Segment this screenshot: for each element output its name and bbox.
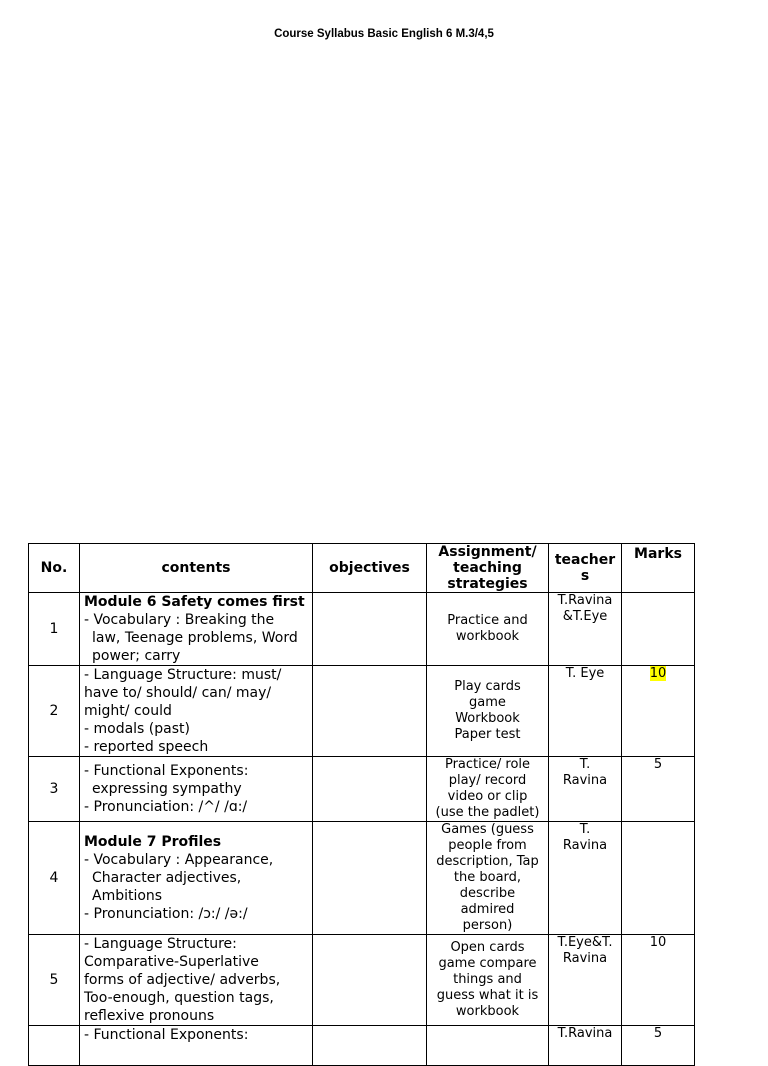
row-marks: 5 bbox=[622, 757, 695, 822]
assignment-line: video or clip bbox=[447, 789, 528, 804]
assignment-line: people from bbox=[448, 838, 527, 853]
contents-line: - Language Structure: must/ bbox=[84, 667, 282, 683]
assignment-line: the board, bbox=[453, 870, 522, 885]
row-number: 1 bbox=[29, 593, 80, 666]
row-marks bbox=[622, 593, 695, 666]
syllabus-table bbox=[28, 543, 695, 1066]
row-marks bbox=[622, 822, 695, 935]
row-number bbox=[29, 1026, 80, 1066]
row-marks: 10 bbox=[622, 935, 695, 1026]
assignment-line: Open cards bbox=[450, 940, 525, 955]
row-contents bbox=[80, 935, 313, 1026]
header-assignment-line: strategies bbox=[447, 576, 528, 592]
contents-line: Comparative-Superlative bbox=[84, 954, 259, 970]
table-row bbox=[29, 935, 695, 1026]
row-objectives bbox=[313, 935, 427, 1026]
contents-line: - Functional Exponents: bbox=[84, 763, 249, 779]
contents-line: law, Teenage problems, Word bbox=[92, 630, 298, 646]
marks-highlight: 10 bbox=[649, 666, 667, 681]
teacher-line: T. Eye bbox=[565, 666, 605, 681]
row-marks bbox=[622, 666, 695, 757]
table-row bbox=[29, 666, 695, 757]
row-teachers bbox=[549, 1026, 622, 1066]
assignment-line: workbook bbox=[455, 1004, 520, 1019]
teacher-line: Ravina bbox=[562, 838, 608, 853]
row-objectives bbox=[313, 666, 427, 757]
row-number: 4 bbox=[29, 822, 80, 935]
teacher-line: Ravina bbox=[562, 951, 608, 966]
assignment-line: game compare bbox=[438, 956, 537, 971]
assignment-line: Games (guess bbox=[441, 822, 534, 837]
table-row bbox=[29, 822, 695, 935]
header-marks: Marks bbox=[622, 544, 695, 593]
contents-line: Character adjectives, bbox=[92, 870, 242, 886]
assignment-line: description, Tap bbox=[436, 854, 539, 869]
contents-line: - reported speech bbox=[84, 739, 209, 755]
table-row bbox=[29, 593, 695, 666]
teacher-line: T.Ravina bbox=[557, 593, 613, 608]
contents-line: forms of adjective/ adverbs, bbox=[84, 972, 281, 988]
assignment-line: things and bbox=[453, 972, 522, 987]
assignment-line: Workbook bbox=[455, 711, 520, 726]
assignment-line: admired bbox=[460, 902, 515, 917]
assignment-line: guess what it is bbox=[436, 988, 539, 1003]
row-teachers bbox=[549, 593, 622, 666]
teacher-line: Ravina bbox=[562, 773, 608, 788]
row-number: 5 bbox=[29, 935, 80, 1026]
row-objectives bbox=[313, 593, 427, 666]
assignment-line: workbook bbox=[455, 629, 520, 644]
header-teachers-line: teacher bbox=[554, 552, 616, 568]
header-assignment bbox=[427, 544, 549, 593]
contents-line: - Language Structure: bbox=[84, 936, 237, 952]
row-teachers bbox=[549, 757, 622, 822]
row-objectives bbox=[313, 822, 427, 935]
contents-line: reflexive pronouns bbox=[84, 1008, 215, 1024]
teacher-line: T.Eye&T. bbox=[557, 935, 613, 950]
row-contents bbox=[80, 666, 313, 757]
contents-line: - Pronunciation: /^/ /ɑ:/ bbox=[84, 799, 248, 815]
row-assignment bbox=[427, 666, 549, 757]
row-objectives bbox=[313, 757, 427, 822]
row-marks: 5 bbox=[622, 1026, 695, 1066]
contents-line: - modals (past) bbox=[84, 721, 190, 737]
table-header-row bbox=[29, 544, 695, 593]
teacher-line: T. bbox=[579, 822, 591, 837]
row-contents bbox=[80, 593, 313, 666]
row-assignment bbox=[427, 593, 549, 666]
contents-line: power; carry bbox=[92, 648, 181, 664]
contents-line: expressing sympathy bbox=[92, 781, 242, 797]
row-number: 2 bbox=[29, 666, 80, 757]
row-assignment bbox=[427, 1026, 549, 1066]
row-assignment bbox=[427, 757, 549, 822]
row-contents bbox=[80, 822, 313, 935]
header-no: No. bbox=[29, 544, 80, 593]
row-contents bbox=[80, 1026, 313, 1066]
teacher-line: &T.Eye bbox=[562, 609, 608, 624]
assignment-line: Play cards bbox=[454, 679, 521, 694]
assignment-line: describe bbox=[459, 886, 516, 901]
contents-line: Ambitions bbox=[92, 888, 163, 904]
assignment-line: (use the padlet) bbox=[435, 805, 540, 820]
contents-line: might/ could bbox=[84, 703, 172, 719]
contents-line: - Vocabulary : Breaking the bbox=[84, 612, 275, 628]
module-title: Module 6 Safety comes first bbox=[84, 594, 305, 610]
row-assignment bbox=[427, 822, 549, 935]
row-teachers bbox=[549, 935, 622, 1026]
row-contents bbox=[80, 757, 313, 822]
assignment-line: person) bbox=[462, 918, 513, 933]
header-assignment-line: teaching bbox=[453, 560, 522, 576]
header-objectives: objectives bbox=[313, 544, 427, 593]
row-teachers bbox=[549, 666, 622, 757]
assignment-line: Paper test bbox=[454, 727, 521, 742]
table-row bbox=[29, 757, 695, 822]
contents-line: - Pronunciation: /ɔ:/ /ə:/ bbox=[84, 906, 248, 922]
assignment-line: game bbox=[469, 695, 506, 710]
contents-line: - Vocabulary : Appearance, bbox=[84, 852, 274, 868]
contents-line: Too-enough, question tags, bbox=[84, 990, 274, 1006]
row-assignment bbox=[427, 935, 549, 1026]
teacher-line: T. bbox=[579, 757, 591, 772]
row-number: 3 bbox=[29, 757, 80, 822]
assignment-line: play/ record bbox=[448, 773, 527, 788]
contents-line: - Functional Exponents: bbox=[84, 1027, 249, 1043]
header-assignment-line: Assignment/ bbox=[438, 544, 537, 560]
assignment-line: Practice and bbox=[447, 613, 528, 628]
header-teachers bbox=[549, 544, 622, 593]
document-title: Course Syllabus Basic English 6 M.3/4,5 bbox=[274, 28, 494, 40]
row-objectives bbox=[313, 1026, 427, 1066]
row-teachers bbox=[549, 822, 622, 935]
teacher-line: T.Ravina bbox=[557, 1026, 613, 1041]
table-row bbox=[29, 1026, 695, 1066]
header-teachers-line: s bbox=[580, 568, 590, 584]
header-contents: contents bbox=[80, 544, 313, 593]
contents-line: have to/ should/ can/ may/ bbox=[84, 685, 272, 701]
assignment-line: Practice/ role bbox=[444, 757, 531, 772]
module-title: Module 7 Profiles bbox=[84, 834, 222, 850]
